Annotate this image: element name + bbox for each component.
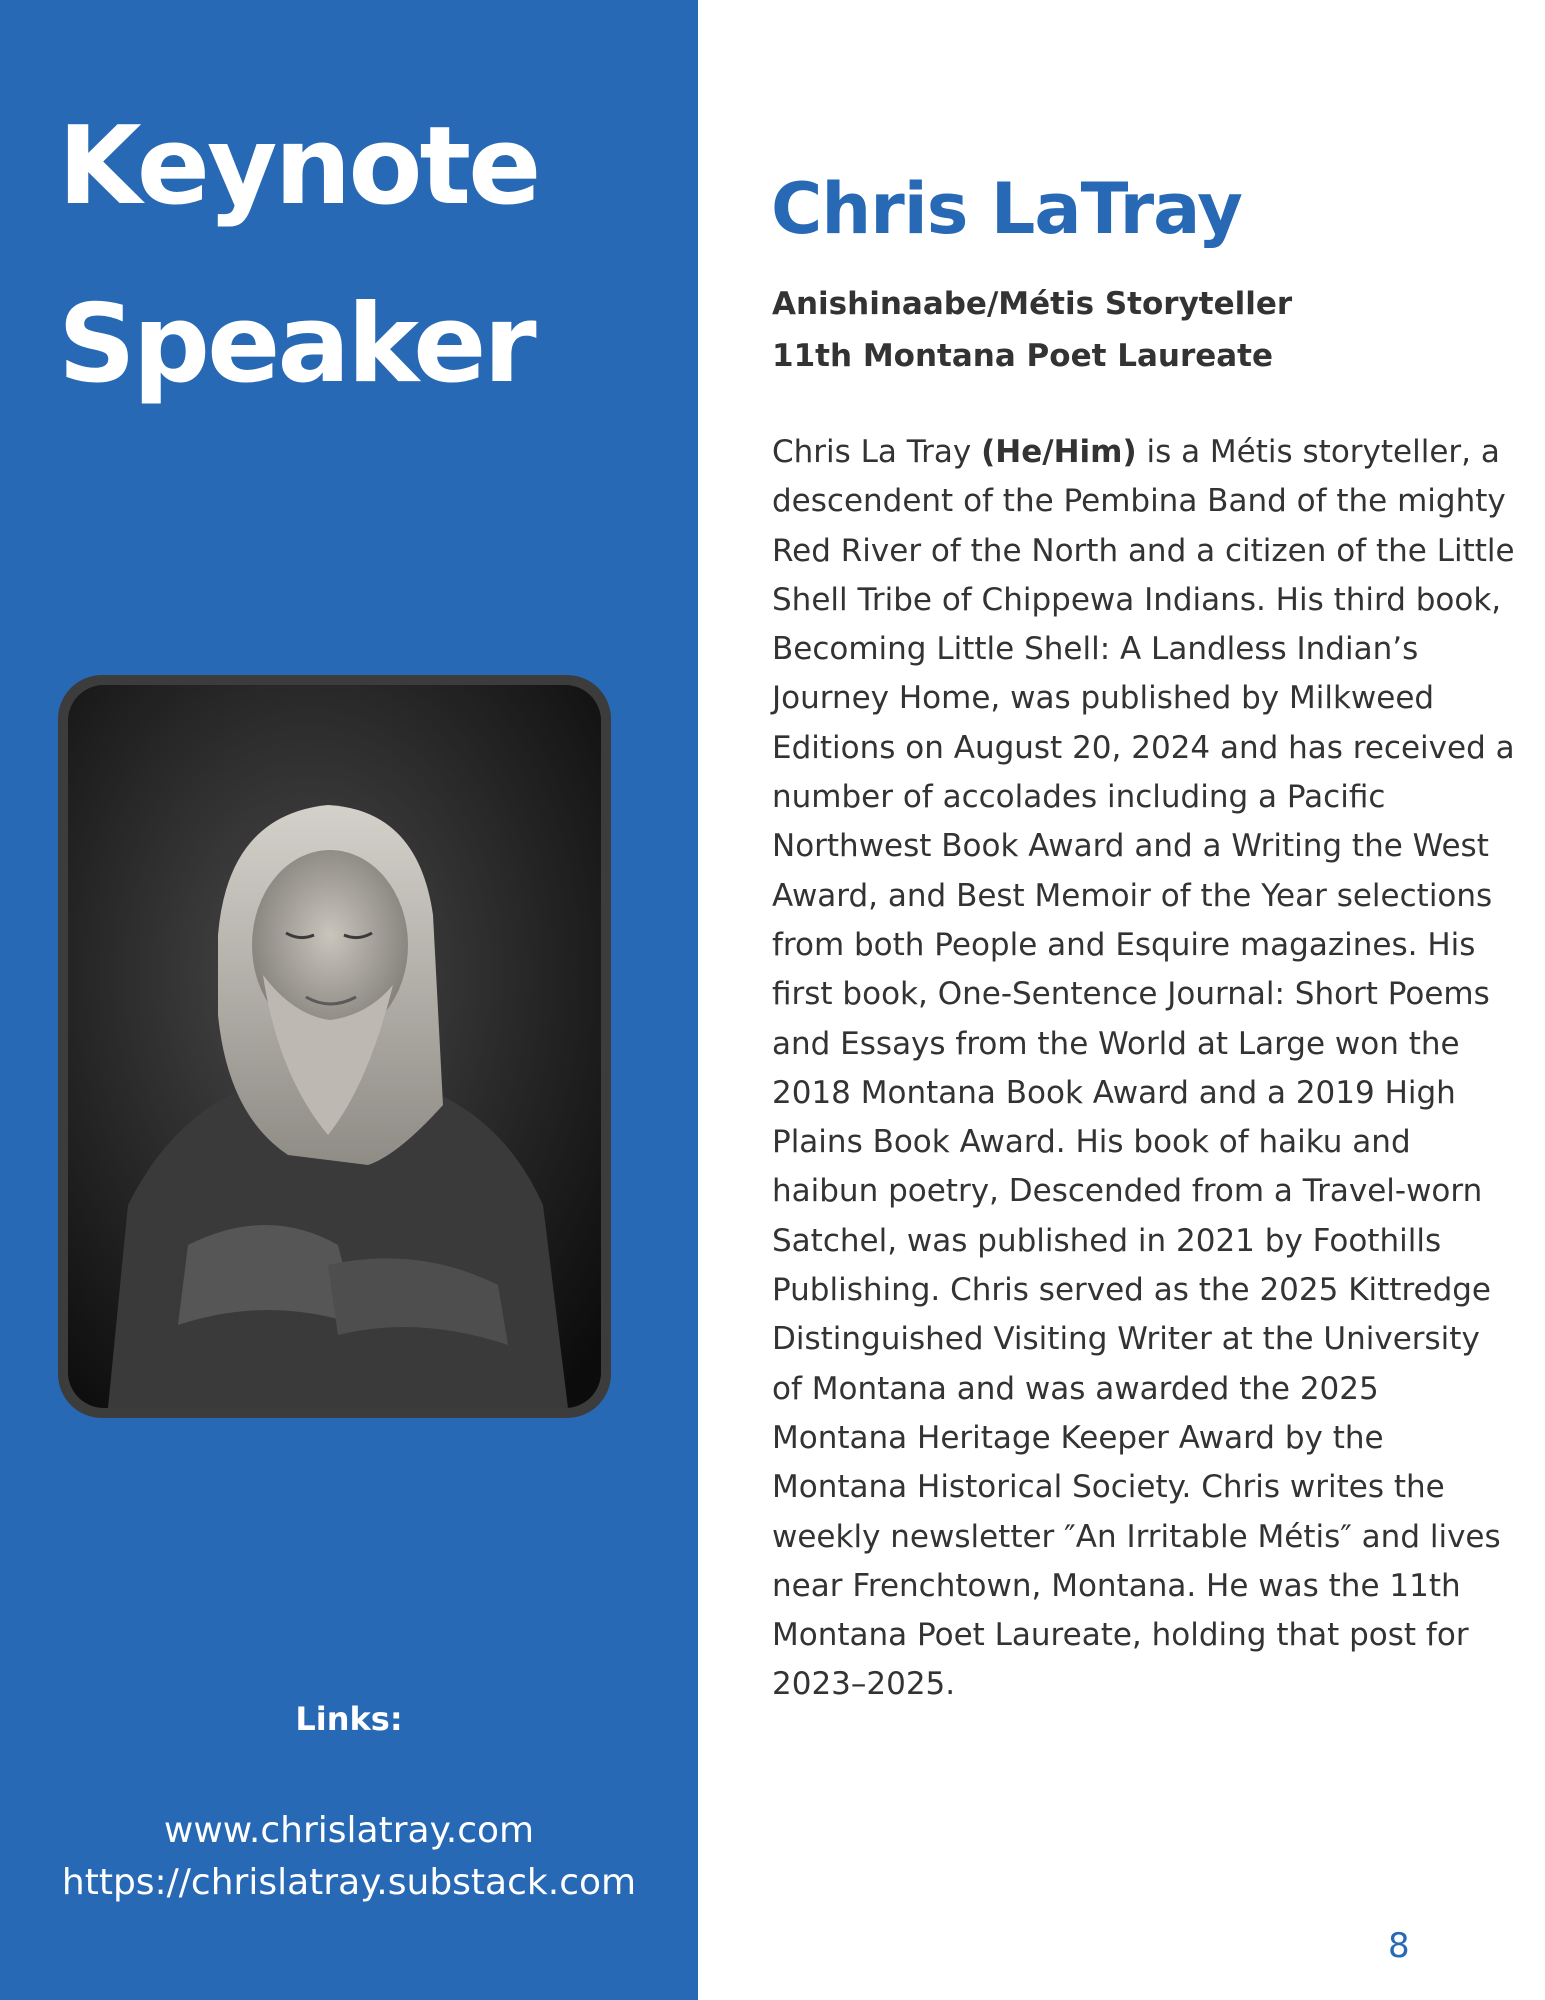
speaker-photo-frame: [58, 675, 611, 1418]
website-link[interactable]: www.chrislatray.com: [163, 1810, 535, 1851]
bio-pronouns: (He/Him): [981, 434, 1137, 470]
bio-text: is a Métis storyteller, a descendent of the Pembina Band of the mighty Red River of the North and a citizen of the Little Shell Tribe of Chippewa Indians. His third book, Becoming Little Shell: A Landless Indian’s Journey Home, was published by Milkweed Editions on August 20, 2024 and has received a number of accolades including a Pacific Northwest Book Award and a Writing the West Award, and Best Memoir of the Year selections from both People and Esquire magazines. His first book, One-Sentence Journal: Short Poems and Essays from the World at Large won the 2018 Montana Book Award and a 2019 High Plains Book Award. His book of haiku and haibun poetry, Descended from a Travel-worn Satchel, was published in 2021 by Foothills Publishing. Chris served as the 2025 Kittredge Distinguished Visiting Writer at the University of Montana and was awarded the 2025 Montana Heritage Keeper Award by the Montana Historical Society. Chris writes the weekly newsletter ″An Irritable Métis″ and lives near Frenchtown, Montana. He was the 11th Montana Poet Laureate, holding that post for 2023–2025.: [772, 434, 1515, 1703]
substack-link[interactable]: https://chrislatray.substack.com: [61, 1862, 637, 1903]
bio-name: Chris La Tray: [772, 434, 982, 470]
speaker-bio: [772, 428, 1517, 1710]
heading-line-2: Speaker: [58, 282, 534, 407]
speaker-title-2: 11th Montana Poet Laureate: [772, 338, 1274, 374]
speaker-titles: [772, 278, 1292, 382]
heading-line-1: Keynote: [58, 104, 539, 229]
portrait-image: [68, 685, 601, 1408]
links-label: Links:: [295, 1700, 403, 1738]
speaker-name: Chris LaTray: [771, 168, 1242, 250]
sidebar: [0, 0, 698, 2000]
page-number: 8: [1388, 1926, 1410, 1966]
speaker-photo: [68, 685, 601, 1408]
speaker-title-1: Anishinaabe/Métis Storyteller: [772, 286, 1293, 322]
keynote-speaker-heading: [58, 78, 538, 434]
